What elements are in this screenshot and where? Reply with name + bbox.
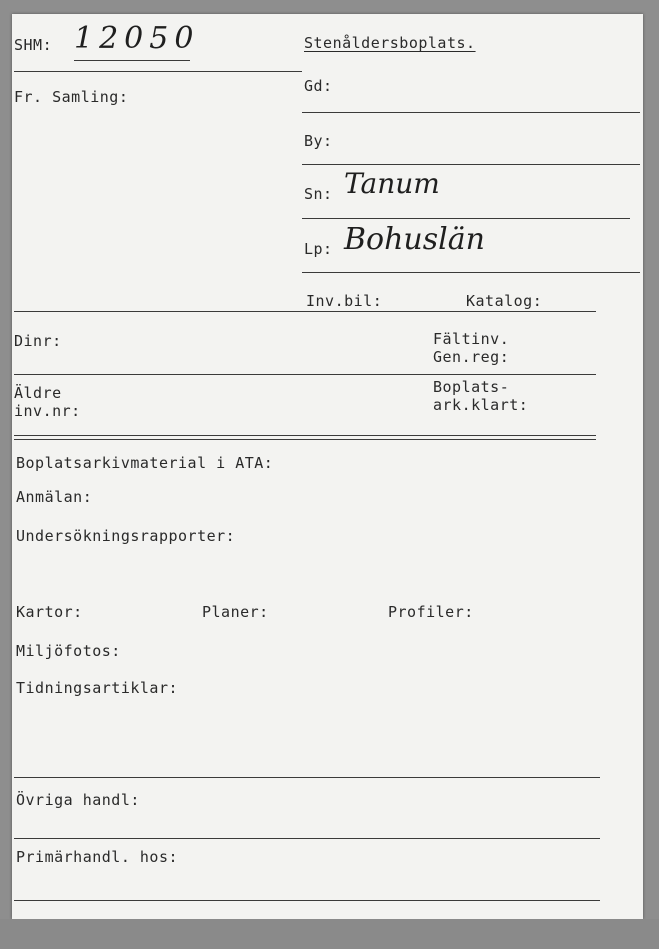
aldre-label: Äldre xyxy=(14,384,62,402)
dinr-label: Dinr: xyxy=(14,332,62,350)
sn-value-handwritten: Tanum xyxy=(344,167,440,200)
by-label: By: xyxy=(304,132,333,150)
by-line xyxy=(302,164,640,165)
invnr-label: inv.nr: xyxy=(14,402,81,420)
shm-number-handwritten: 12050 xyxy=(74,21,200,56)
miljofotos-label: Miljöfotos: xyxy=(16,642,121,660)
scan-background xyxy=(0,919,659,949)
lp-value-handwritten: Bohuslän xyxy=(344,222,485,257)
primar-label: Primärhandl. hos: xyxy=(16,848,179,866)
sn-label: Sn: xyxy=(304,185,333,203)
section-divider-1 xyxy=(14,311,596,312)
planer-label: Planer: xyxy=(202,603,269,621)
shm-number-underline xyxy=(74,60,190,61)
boplatsarkiv-label: Boplatsarkivmaterial i ATA: xyxy=(16,454,274,472)
profiler-label: Profiler: xyxy=(388,603,474,621)
section-divider-2 xyxy=(14,374,596,375)
faltinv-label: Fältinv. xyxy=(433,330,510,348)
genreg-label: Gen.reg: xyxy=(433,348,510,366)
shm-label: SHM: xyxy=(14,36,53,54)
gd-label: Gd: xyxy=(304,77,333,95)
header-divider xyxy=(14,71,302,72)
category-title: Stenåldersboplats. xyxy=(304,34,476,52)
double-divider-bottom xyxy=(14,439,596,440)
section-divider-4 xyxy=(14,838,600,839)
ovriga-label: Övriga handl: xyxy=(16,791,140,809)
lp-line xyxy=(302,272,640,273)
arkklart-label: ark.klart: xyxy=(433,396,529,414)
boplats-label: Boplats- xyxy=(433,378,510,396)
undersokning-label: Undersökningsrapporter: xyxy=(16,527,236,545)
double-divider-top xyxy=(14,435,596,436)
anmalan-label: Anmälan: xyxy=(16,488,93,506)
inv-bil-label: Inv.bil: xyxy=(306,292,383,310)
lp-label: Lp: xyxy=(304,240,333,258)
section-divider-3 xyxy=(14,777,600,778)
gd-line xyxy=(302,112,640,113)
katalog-label: Katalog: xyxy=(466,292,543,310)
tidning-label: Tidningsartiklar: xyxy=(16,679,179,697)
section-divider-5 xyxy=(14,900,600,901)
sn-line xyxy=(302,218,630,219)
fr-samling-label: Fr. Samling: xyxy=(14,88,129,106)
kartor-label: Kartor: xyxy=(16,603,83,621)
